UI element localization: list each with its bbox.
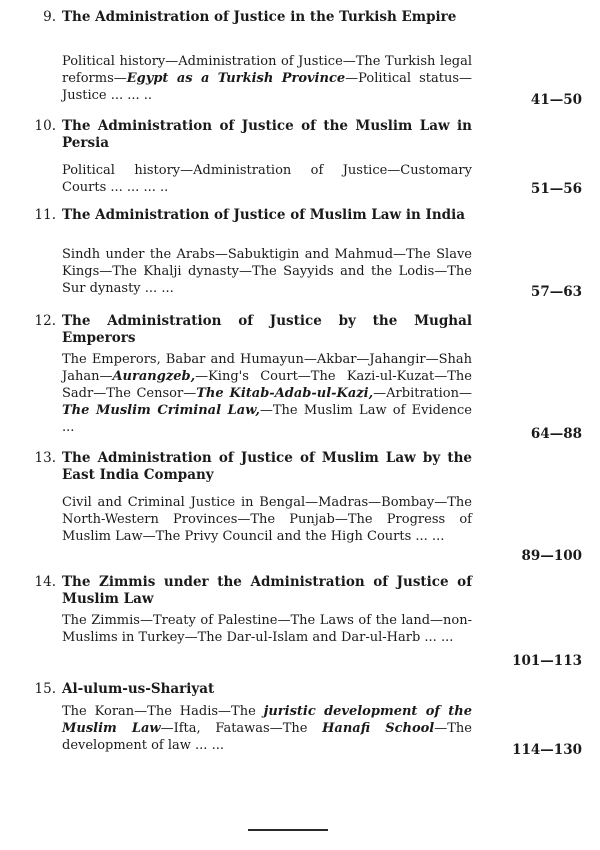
entry-title: The Administration of Justice of Muslim Law by the East India Company	[62, 450, 472, 483]
page-range: 89—100	[521, 548, 582, 564]
entry-description	[62, 351, 472, 436]
desc-segment: —Ifta, Fatawas—The	[160, 721, 323, 736]
desc-segment: Political history—Administration of Justice—The Turkish legal reforms—	[62, 54, 472, 86]
entry-number: 11.	[34, 207, 56, 223]
entry-description	[62, 246, 472, 297]
entry-number: 14.	[34, 574, 56, 590]
desc-segment-italic: Hanafi School	[322, 721, 435, 736]
page-range: 64—88	[530, 426, 582, 442]
desc-segment-italic: juristic development of the Muslim Law	[62, 704, 472, 736]
entry-title: Al-ulum-us-Shariyat	[62, 681, 215, 697]
page-range: 101—113	[512, 653, 582, 669]
desc-segment: Civil and Criminal Justice in Bengal—Madras—Bombay—The North-Western Provinces—The Punjab—The Progress of Muslim Law—The Privy Council and the High Courts ... ...	[62, 495, 472, 544]
desc-segment: —The Muslim Law of Evidence ...	[62, 403, 472, 435]
page-range: 57—63	[530, 284, 582, 300]
entry-description	[62, 53, 472, 104]
desc-segment: The Koran—The Hadis—The	[62, 704, 264, 719]
entry-description	[62, 612, 472, 646]
entry-number: 10.	[34, 118, 56, 134]
entry-number: 9.	[43, 9, 56, 25]
desc-segment: Political history—Administration of Justice—Customary Courts ... ... ... ..	[62, 163, 472, 195]
desc-segment-italic: Aurangzeb,	[112, 369, 196, 384]
desc-segment: The Emperors, Babar and Humayun—Akbar—Jahangir—Shah Jahan—	[62, 352, 472, 384]
desc-segment: Sindh under the Arabs—Sabuktigin and Mahmud—The Slave Kings—The Khalji dynasty—The Sayyids and the Lodis—The Sur dynasty ... ...	[62, 247, 472, 296]
entry-description	[62, 703, 472, 754]
desc-segment: The Zimmis—Treaty of Palestine—The Laws of the land—non-Muslims in Turkey—The Dar-ul-Islam and Dar-ul-Harb ... ...	[62, 613, 472, 645]
entry-number: 12.	[34, 313, 56, 329]
desc-segment: —The development of law ... ...	[62, 721, 472, 753]
entry-title: The Administration of Justice of the Muslim Law in Persia	[62, 118, 472, 151]
entry-title: The Administration of Justice in the Turkish Empire	[62, 9, 457, 25]
entry-description	[62, 494, 472, 545]
page-range: 114—130	[512, 742, 582, 758]
end-rule	[248, 829, 328, 831]
entry-title: The Zimmis under the Administration of Justice of Muslim Law	[62, 574, 472, 607]
entry-number: 13.	[34, 450, 56, 466]
entry-number: 15.	[34, 681, 56, 697]
desc-segment-italic: Egypt as a Turkish Province	[126, 71, 346, 86]
page-range: 51—56	[530, 181, 582, 197]
entry-title: The Administration of Justice of Muslim Law in India	[62, 207, 465, 223]
desc-segment-italic: The Muslim Criminal Law,	[62, 403, 260, 418]
page-range: 41—50	[530, 92, 582, 108]
desc-segment: —King's Court—The Kazi-ul-Kuzat—The Sadr—The Censor—	[62, 369, 472, 401]
desc-segment: —Political status—Justice ... ... ..	[62, 71, 473, 103]
desc-segment: —Arbitration—	[373, 386, 472, 401]
entry-title: The Administration of Justice by the Mughal Emperors	[62, 313, 472, 346]
desc-segment-italic: The Kitab-Adab-ul-Kazi,	[196, 386, 374, 401]
entry-description	[62, 162, 472, 196]
